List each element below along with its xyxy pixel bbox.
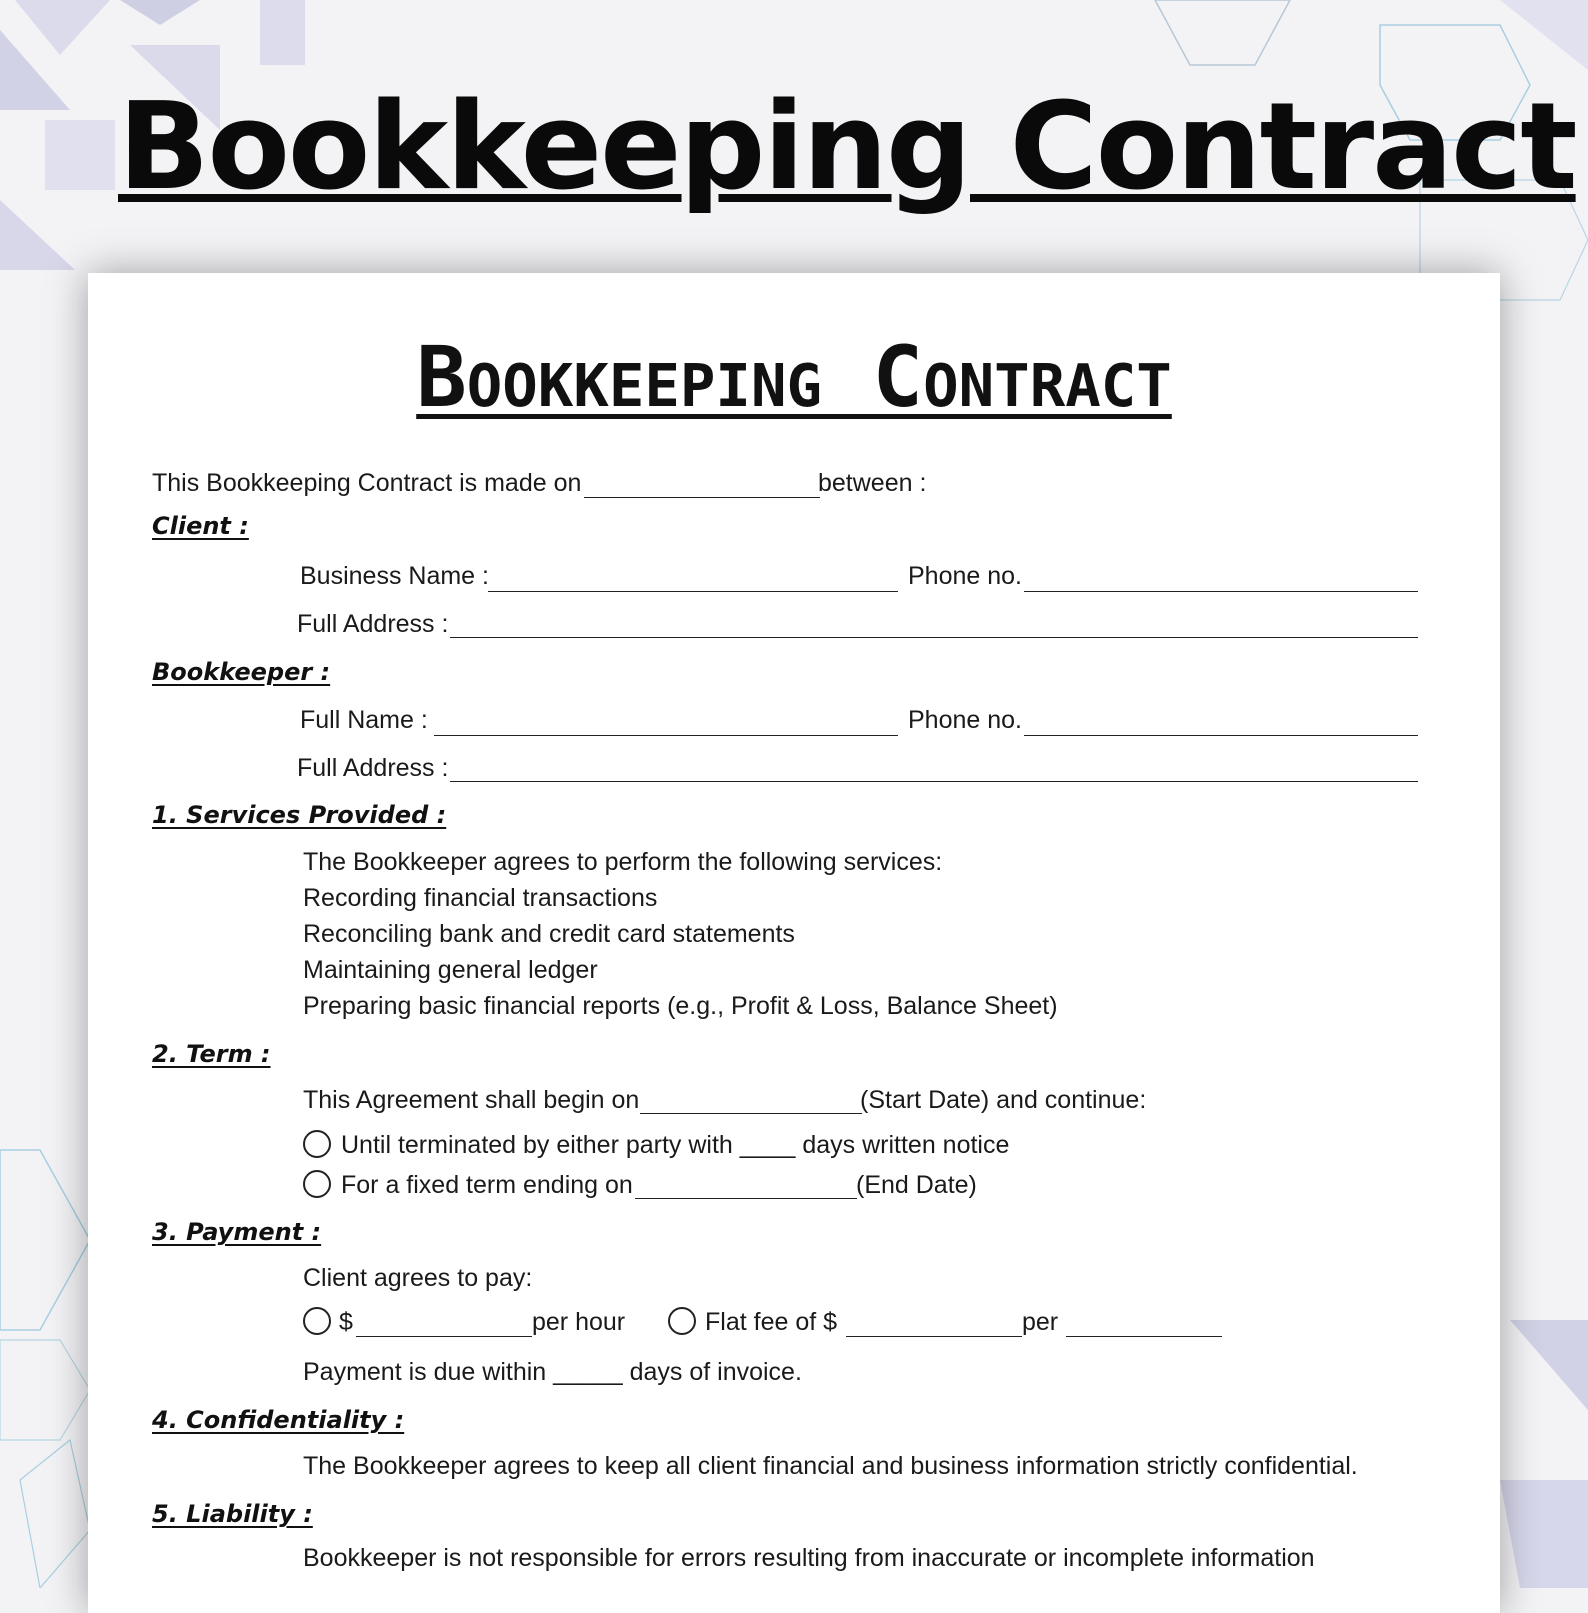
services-line: Preparing basic financial reports (e.g., Profit & Loss, Balance Sheet) bbox=[303, 992, 1058, 1020]
hourly-rate-field[interactable] bbox=[356, 1336, 532, 1337]
per-label: per bbox=[1022, 1308, 1059, 1336]
term-until-terminated-radio[interactable] bbox=[303, 1130, 331, 1158]
services-line: Recording financial transactions bbox=[303, 884, 658, 912]
client-heading: Client : bbox=[152, 512, 249, 540]
banner-title: Bookkeeping Contract bbox=[118, 78, 1576, 217]
client-phone-field[interactable] bbox=[1024, 591, 1418, 592]
liability-text: Bookkeeper is not responsible for errors resulting from inaccurate or incomplete information bbox=[303, 1544, 1315, 1572]
client-address-field[interactable] bbox=[450, 637, 1418, 638]
flat-fee-amount-field[interactable] bbox=[846, 1336, 1022, 1337]
flat-fee-radio[interactable] bbox=[668, 1307, 696, 1335]
confidentiality-heading: 4. Confidentiality : bbox=[152, 1406, 405, 1434]
intro-text: This Bookkeeping Contract is made on bbox=[152, 469, 582, 497]
contract-date-field[interactable] bbox=[584, 497, 820, 498]
term-fixed-radio[interactable] bbox=[303, 1170, 331, 1198]
confidentiality-text: The Bookkeeper agrees to keep all client financial and business information strictly confidential. bbox=[303, 1452, 1358, 1480]
bookkeeper-name-label: Full Name : bbox=[300, 706, 428, 734]
services-line: Reconciling bank and credit card statements bbox=[303, 920, 795, 948]
bookkeeper-address-label: Full Address : bbox=[297, 754, 449, 782]
client-address-label: Full Address : bbox=[297, 610, 449, 638]
liability-heading: 5. Liability : bbox=[152, 1500, 313, 1528]
term-option-1-label: Until terminated by either party with ____ days written notice bbox=[341, 1131, 1010, 1159]
bookkeeper-address-field[interactable] bbox=[450, 781, 1418, 782]
term-option-2-label: For a fixed term ending on bbox=[341, 1171, 633, 1199]
payment-due-text: Payment is due within _____ days of invoice. bbox=[303, 1358, 802, 1386]
payment-intro: Client agrees to pay: bbox=[303, 1264, 533, 1292]
bookkeeper-phone-label: Phone no. bbox=[908, 706, 1022, 734]
term-begin-text: This Agreement shall begin on bbox=[303, 1086, 640, 1114]
term-heading: 2. Term : bbox=[152, 1040, 271, 1068]
document-title: Bookkeeping Contract bbox=[416, 328, 1172, 426]
dollar-sign: $ bbox=[339, 1308, 353, 1336]
payment-heading: 3. Payment : bbox=[152, 1218, 322, 1246]
services-heading: 1. Services Provided : bbox=[152, 801, 447, 829]
client-business-name-field[interactable] bbox=[488, 591, 898, 592]
bookkeeper-phone-field[interactable] bbox=[1024, 735, 1418, 736]
intro-between: between : bbox=[818, 469, 927, 497]
flat-fee-period-field[interactable] bbox=[1066, 1336, 1222, 1337]
term-option-2-after: (End Date) bbox=[856, 1171, 977, 1199]
term-begin-after: (Start Date) and continue: bbox=[860, 1086, 1147, 1114]
client-business-name-label: Business Name : bbox=[300, 562, 489, 590]
services-line: The Bookkeeper agrees to perform the following services: bbox=[303, 848, 943, 876]
contract-sheet bbox=[88, 273, 1500, 1613]
client-phone-label: Phone no. bbox=[908, 562, 1022, 590]
flat-fee-label: Flat fee of $ bbox=[705, 1308, 838, 1336]
end-date-field[interactable] bbox=[635, 1198, 857, 1199]
services-line: Maintaining general ledger bbox=[303, 956, 598, 984]
bookkeeper-heading: Bookkeeper : bbox=[152, 658, 331, 686]
start-date-field[interactable] bbox=[640, 1113, 862, 1114]
bookkeeper-name-field[interactable] bbox=[434, 735, 898, 736]
per-hour-label: per hour bbox=[532, 1308, 626, 1336]
hourly-rate-radio[interactable] bbox=[303, 1307, 331, 1335]
